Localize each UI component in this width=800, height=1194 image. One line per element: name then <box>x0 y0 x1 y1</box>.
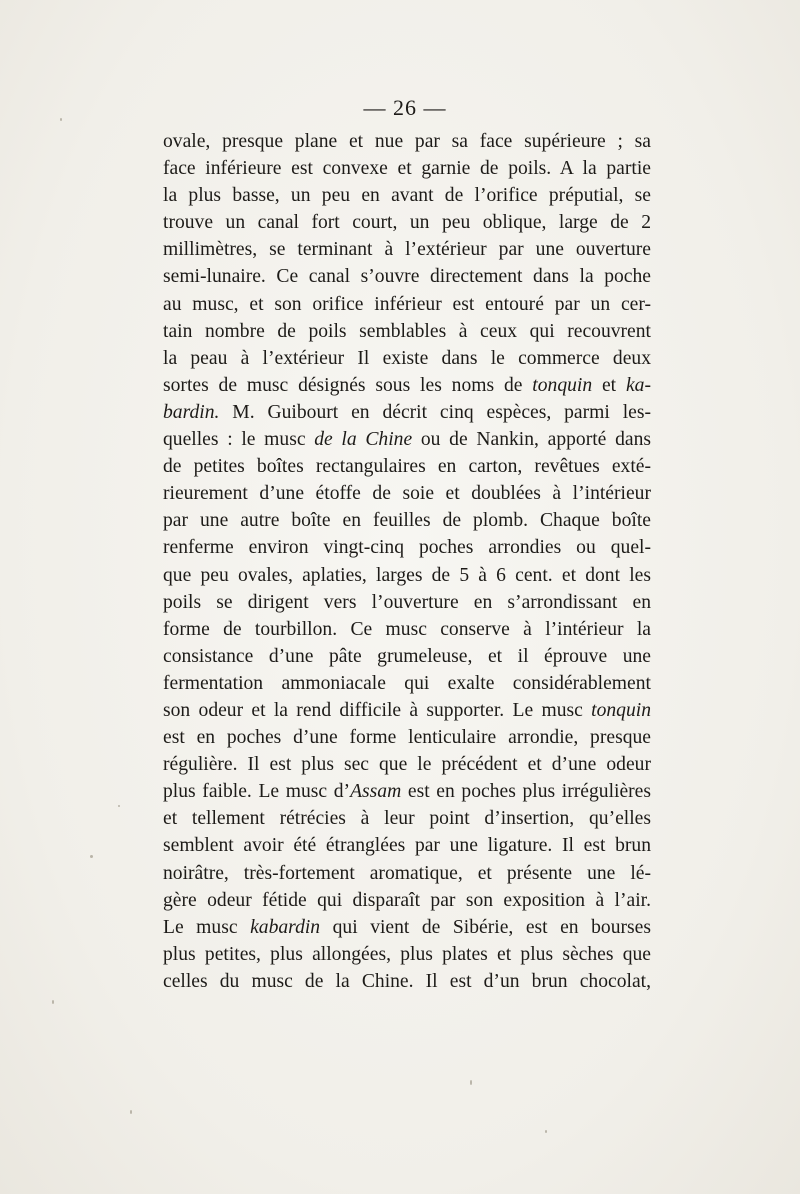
text-segment: gère odeur fétide qui disparaît par son exposition à l’air. <box>163 889 651 911</box>
text-segment: quelles : le musc <box>163 429 315 451</box>
text-segment: celles du musc de la Chine. Il est d’un brun chocolat, <box>163 970 651 992</box>
text-line <box>163 453 651 480</box>
italic-text: de la Chine <box>314 429 413 451</box>
text-segment: face inférieure est convexe et garnie de poils. A la partie <box>163 158 651 180</box>
text-segment: noirâtre, très-fortement aromatique, et présente une lé- <box>163 862 651 884</box>
text-line <box>163 507 651 534</box>
text-segment: et tellement rétrécies à leur point d’insertion, qu’elles <box>163 808 651 830</box>
text-line <box>163 832 651 859</box>
text-segment: fermentation ammoniacale qui exalte considérablement <box>163 672 651 694</box>
text-line <box>163 263 651 290</box>
text-segment: trouve un canal fort court, un peu oblique, large de 2 <box>163 212 651 234</box>
page-number: — 26 — <box>363 95 447 120</box>
italic-text: kabardin <box>250 916 321 938</box>
text-segment: semi-lunaire. Ce canal s’ouvre directement dans la poche <box>163 266 651 288</box>
text-segment: son odeur et la rend difficile à supporter. Le musc <box>163 699 592 721</box>
text-line <box>163 155 651 182</box>
text-segment: régulière. Il est plus sec que le précédent et d’une odeur <box>163 754 651 776</box>
text-line <box>163 345 651 372</box>
text-line <box>163 399 651 426</box>
paper-speck <box>118 805 120 807</box>
text-line <box>163 670 651 697</box>
text-line <box>163 480 651 507</box>
text-segment: poils se dirigent vers l’ouverture en s’arrondissant en <box>163 591 651 613</box>
text-segment: de petites boîtes rectangulaires en carton, revêtues exté- <box>163 456 651 478</box>
paper-speck <box>52 1000 54 1004</box>
text-segment: par une autre boîte en feuilles de plomb. Chaque boîte <box>163 510 651 532</box>
text-line <box>163 209 651 236</box>
text-segment: semblent avoir été étranglées par une ligature. Il est brun <box>163 835 651 857</box>
text-segment: forme de tourbillon. Ce musc conserve à l’intérieur la <box>163 618 651 640</box>
italic-text: tonquin <box>591 699 651 721</box>
italic-text: Assam <box>350 781 402 803</box>
text-segment: renferme environ vingt-cinq poches arrondies ou quel- <box>163 537 651 559</box>
text-segment: consistance d’une pâte grumeleuse, et il éprouve une <box>163 645 651 667</box>
text-segment: la peau à l’extérieur Il existe dans le commerce deux <box>163 347 651 369</box>
paper-speck <box>130 1110 132 1114</box>
text-segment: tain nombre de poils semblables à ceux qui recouvrent <box>163 320 651 342</box>
text-line <box>163 724 651 751</box>
text-line <box>163 426 651 453</box>
italic-text: ka- <box>625 374 651 396</box>
text-line <box>163 968 651 995</box>
text-line <box>163 778 651 805</box>
text-segment: ou de Nankin, apporté dans <box>412 429 651 451</box>
text-segment: que peu ovales, aplaties, larges de 5 à 6 cent. et dont les <box>163 564 651 586</box>
text-line <box>163 318 651 345</box>
text-segment: au musc, et son orifice inférieur est entouré par un cer- <box>163 293 651 315</box>
text-segment: ovale, presque plane et nue par sa face supérieure ; sa <box>163 131 651 152</box>
text-segment: Le musc <box>163 916 251 938</box>
text-line <box>163 751 651 778</box>
text-segment: M. Guibourt en décrit cinq espèces, parmi les- <box>219 401 651 423</box>
text-segment: plus petites, plus allongées, plus plates et plus sèches que <box>163 943 651 965</box>
text-line <box>163 372 651 399</box>
text-line <box>163 643 651 670</box>
text-segment: sortes de musc désignés sous les noms de <box>163 374 533 396</box>
text-line <box>163 589 651 616</box>
text-line <box>163 534 651 561</box>
paper-speck <box>545 1130 547 1133</box>
italic-text: bardin. <box>163 401 220 423</box>
italic-text: tonquin <box>532 374 593 396</box>
text-segment: millimètres, se terminant à l’extérieur par une ouverture <box>163 239 651 261</box>
text-line <box>163 291 651 318</box>
text-line <box>163 616 651 643</box>
text-segment: rieurement d’une étoffe de soie et doublées à l’intérieur <box>163 483 651 505</box>
text-segment: la plus basse, un peu en avant de l’orifice préputial, se <box>163 185 651 207</box>
text-line <box>163 562 651 589</box>
text-segment: est en poches plus irrégulières <box>401 781 651 803</box>
text-line <box>163 914 651 941</box>
text-segment: qui vient de Sibérie, est en bourses <box>320 916 651 938</box>
text-line <box>163 697 651 724</box>
text-line <box>163 805 651 832</box>
text-segment: et <box>592 374 626 396</box>
text-line <box>163 941 651 968</box>
text-segment: est en poches d’une forme lenticulaire arrondie, presque <box>163 727 651 749</box>
text-line <box>163 128 651 155</box>
body-text <box>163 128 651 995</box>
text-line <box>163 860 651 887</box>
text-segment: plus faible. Le musc d’ <box>163 781 351 803</box>
paper-speck <box>470 1080 472 1085</box>
text-line <box>163 887 651 914</box>
text-line <box>163 182 651 209</box>
paper-speck <box>90 855 93 858</box>
paper-speck <box>60 118 62 121</box>
text-line <box>163 236 651 263</box>
